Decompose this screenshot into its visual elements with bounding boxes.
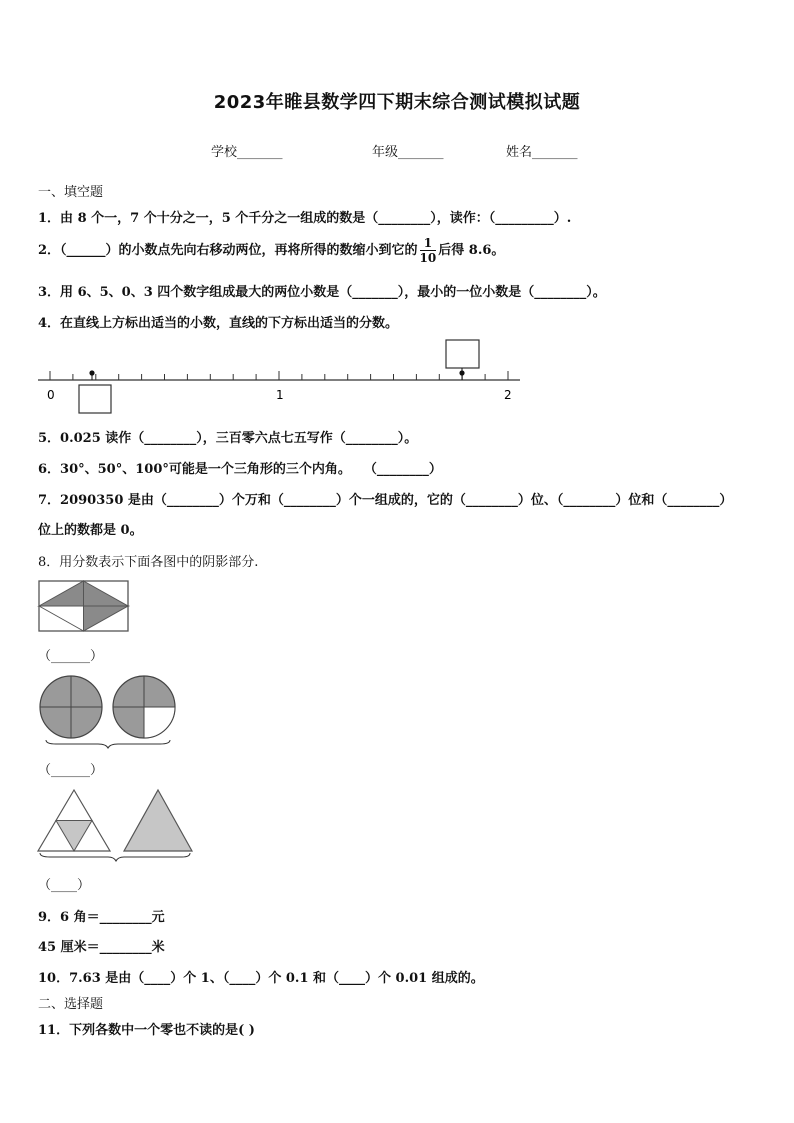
number-line-figure [0,330,794,420]
brace [46,740,170,748]
tick-label-0: 0 [47,388,55,402]
page-title: 2023年睢县数学四下期末综合测试模拟试题 [213,92,581,113]
unshaded-quarter [144,707,175,738]
question-2-text: 2．（______）的小数点先向右移动两位，再将所得的数缩小到它的 [38,243,418,258]
shaded-triangles-figure [36,786,196,866]
question-9: 9．6 角＝________元 [38,910,165,925]
question-2 [38,236,504,265]
question-6: 6．30°、50°、100°可能是一个三角形的三个内角。 （________） [38,462,442,477]
answer-blank-1: （______） [38,649,104,664]
name-field: 姓名_______ [506,145,578,160]
question-2-tail: 后得 8.6。 [438,243,505,258]
shaded-circles-figure [36,672,181,750]
fully-shaded-triangle [124,790,192,851]
school-field: 学校_______ [211,145,283,160]
upper-answer-box [446,340,479,368]
question-5: 5．0.025 读作（________），三百零六点七五写作（________）。 [38,431,418,446]
answer-blank-2: （______） [38,763,104,778]
question-7: 7．2090350 是由（________）个万和（________）个一组成的，它的（________）位、（________）位和（________） [38,493,733,508]
fraction-numerator: 1 [420,236,437,251]
question-4: 4．在直线上方标出适当的小数，直线的下方标出适当的分数。 [38,316,399,331]
question-3: 3．用 6、5、0、3 四个数字组成最大的两位小数是（_______），最小的一位小数是（________）。 [38,285,606,300]
question-8: 8．用分数表示下面各图中的阴影部分. [38,555,259,570]
answer-blank-3: （____） [38,878,91,893]
question-10: 10．7.63 是由（____）个 1、（____）个 0.1 和（____）个 0.01 组成的。 [38,971,484,986]
shaded-rectangle-figure [36,578,132,636]
section-heading-multiple-choice: 二、选择题 [38,997,104,1012]
tick-label-1: 1 [276,388,284,402]
question-9-part-2: 45 厘米＝________米 [38,940,165,955]
question-7-continued: 位上的数都是 0。 [38,523,143,538]
fraction-one-tenth [420,236,437,265]
question-11: 11．下列各数中一个零也不读的是( ) [38,1023,255,1038]
tick-marks [50,371,508,380]
fraction-denominator: 10 [419,251,437,265]
lower-answer-box [79,385,111,413]
question-1: 1．由 8 个一，7 个十分之一，5 个千分之一组成的数是（________），读作：（_________）. [38,211,572,226]
section-heading-fill-blank: 一、填空题 [38,185,104,200]
brace [40,853,190,861]
tick-label-2: 2 [504,388,512,402]
grade-field: 年级_______ [372,145,444,160]
